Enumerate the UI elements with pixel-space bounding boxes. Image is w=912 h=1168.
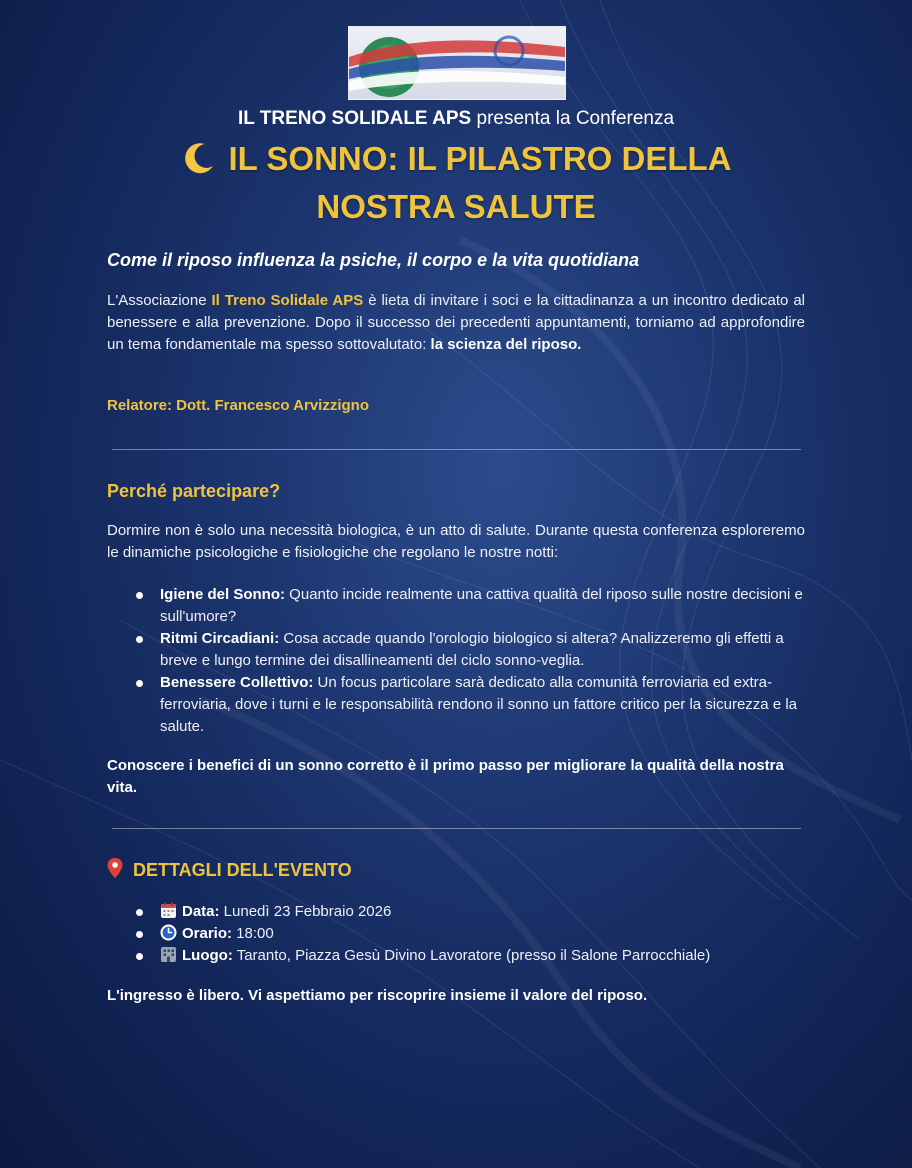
bullet-dot bbox=[136, 636, 143, 643]
clock-icon bbox=[160, 924, 177, 941]
organization-logo bbox=[348, 26, 566, 100]
topic-label: Benessere Collettivo: bbox=[160, 674, 314, 691]
divider bbox=[112, 449, 801, 450]
list-item bbox=[107, 584, 805, 628]
organizer-name: IL TRENO SOLIDALE APS bbox=[237, 108, 472, 129]
time-label: Orario: bbox=[182, 925, 233, 942]
intro-emphasis: la scienza del riposo. bbox=[430, 336, 582, 353]
why-text: Dormire non è solo una necessità biologica, è un atto di salute. Durante questa conferenza esploreremo le dinamiche psicologiche e fisiologiche che regolano le nostre notti: bbox=[107, 522, 805, 561]
list-item bbox=[107, 923, 805, 945]
header-line bbox=[0, 108, 912, 130]
title-line-2: NOSTRA SALUTE bbox=[316, 188, 596, 225]
subtitle: Come il riposo influenza la psiche, il corpo e la vita quotidiana bbox=[107, 250, 640, 270]
list-item bbox=[107, 945, 805, 967]
place-value: Taranto, Piazza Gesù Divino Lavoratore (presso il Salone Parrocchiale) bbox=[232, 947, 711, 964]
intro-middle: è lieta di invitare i soci e la cittadinanza a un incontro dedicato al benessere e alla prevenzione. Dopo il successo dei precedenti appuntamenti, torniamo ad approfondire un tema fondamentale ma spesso sottovalutato: bbox=[107, 292, 805, 353]
intro-paragraph bbox=[107, 290, 805, 356]
date-value: Lunedì 23 Febbraio 2026 bbox=[219, 903, 392, 920]
intro-before: L'Associazione bbox=[107, 292, 212, 309]
details-title-text: DETTAGLI DELL'EVENTO bbox=[133, 860, 352, 880]
why-title: Perché partecipare? bbox=[107, 481, 281, 501]
bullet-dot bbox=[136, 592, 143, 599]
moon-icon bbox=[181, 140, 217, 186]
building-icon bbox=[160, 946, 177, 963]
topic-text: Cosa accade quando l'orologio biologico si altera? Analizzeremo gli effetti a breve e lungo termine dei disallineamenti del ciclo sonno-veglia. bbox=[160, 630, 784, 669]
footer-message: L'ingresso è libero. Vi aspettiamo per riscoprire insieme il valore del riposo. bbox=[107, 987, 648, 1004]
calendar-icon bbox=[160, 902, 177, 919]
speaker: Relatore: Dott. Francesco Arvizzigno bbox=[107, 397, 369, 414]
topic-text: Quanto incide realmente una cattiva qualità del riposo sulle nostre decisioni e sull'umore? bbox=[160, 586, 803, 625]
place-label: Luogo: bbox=[182, 947, 233, 964]
time-value: 18:00 bbox=[232, 925, 274, 942]
topic-label: Ritmi Circadiani: bbox=[160, 630, 280, 647]
intro-org-name: Il Treno Solidale APS bbox=[211, 292, 364, 309]
bullet-dot bbox=[136, 931, 143, 938]
bullet-dot bbox=[136, 680, 143, 687]
closing-statement: Conoscere i benefici di un sonno corretto è il primo passo per migliorare la qualità della nostra vita. bbox=[107, 757, 784, 796]
topic-text: Un focus particolare sarà dedicato alla comunità ferroviaria ed extra-ferroviaria, dove i turni e le responsabilità rendono il sonno un fattore critico per la sicurezza e la salute. bbox=[160, 674, 798, 735]
details-title bbox=[107, 858, 805, 883]
list-item bbox=[107, 628, 805, 672]
list-item bbox=[107, 672, 805, 738]
topic-list bbox=[107, 584, 805, 738]
date-label: Data: bbox=[182, 903, 220, 920]
bullet-dot bbox=[136, 909, 143, 916]
divider bbox=[112, 828, 801, 829]
event-details-list bbox=[107, 901, 805, 967]
presents-text: presenta la Conferenza bbox=[476, 108, 675, 129]
topic-label: Igiene del Sonno: bbox=[160, 586, 286, 603]
title-line-1: IL SONNO: IL PILASTRO DELLA bbox=[228, 140, 732, 177]
page-title bbox=[130, 138, 782, 228]
bullet-dot bbox=[136, 953, 143, 960]
pin-icon bbox=[107, 858, 123, 883]
list-item bbox=[107, 901, 805, 923]
